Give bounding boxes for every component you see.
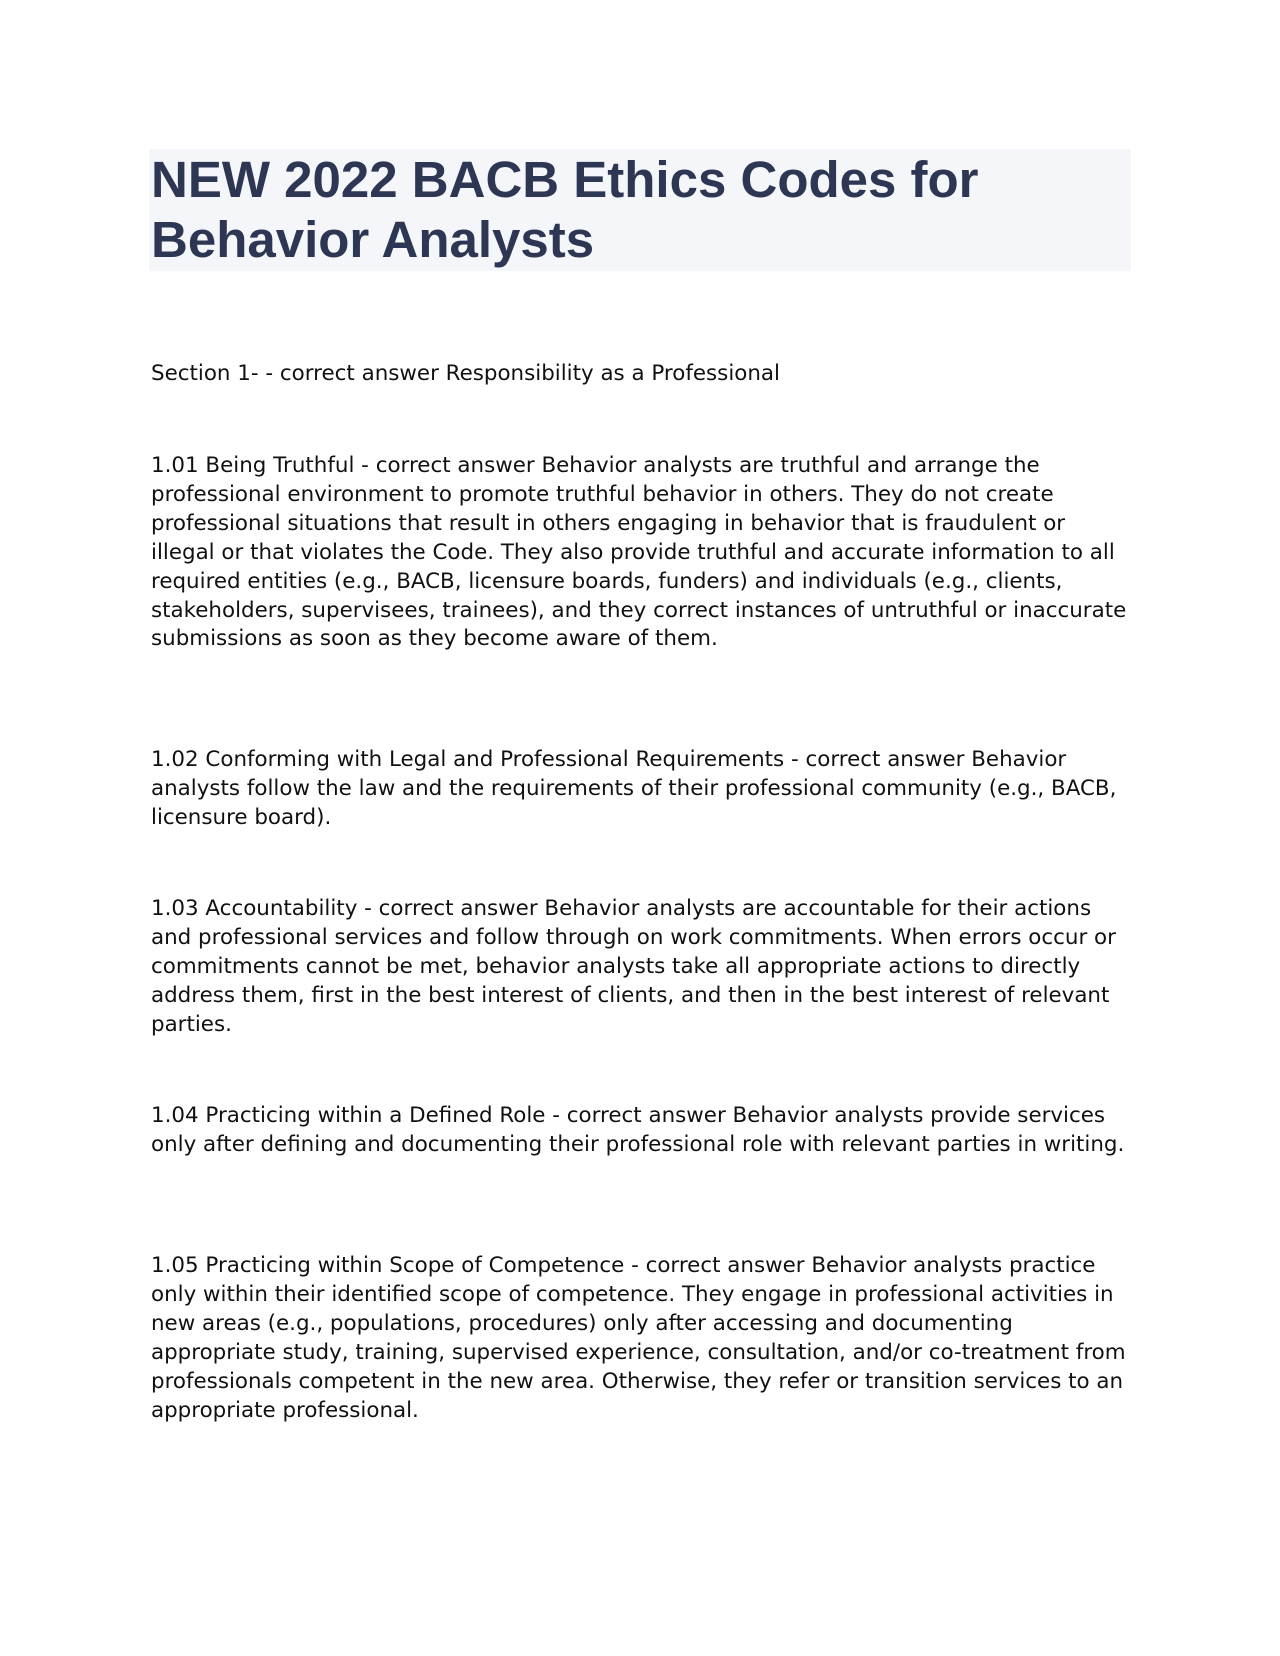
entry-1-01-being-truthful: 1.01 Being Truthful - correct answer Behavior analysts are truthful and arrange the professional environment to promote truthful behavior in others. They do not create professional situations that result in others engaging in behavior that is fraudulent or illegal or that violates the Code. They also provide truthful and accurate information to all required entities (e.g., BACB, licensure boards, funders) and individuals (e.g., clients, stakeholders, supervisees, trainees), and they correct instances of untruthful or inaccurate submissions as soon as they become aware of them. [151, 453, 1127, 652]
document-title: NEW 2022 BACB Ethics Codes for Behavior Analysts [151, 151, 979, 268]
entry-1-02-conforming-requirements: 1.02 Conforming with Legal and Professional Requirements - correct answer Behavior analysts follow the law and the requirements of their professional community (e.g., BACB, licensure board). [151, 747, 1117, 830]
entry-1-05-scope-of-competence: 1.05 Practicing within Scope of Competence - correct answer Behavior analysts practice only within their identified scope of competence. They engage in professional activities in new areas (e.g., populations, procedures) only after accessing and documenting appropriate study, training, supervised experience, consultation, and/or co-treatment from professionals competent in the new area. Otherwise, they refer or transition services to an appropriate professional. [151, 1253, 1126, 1423]
entry-1-03-accountability: 1.03 Accountability - correct answer Behavior analysts are accountable for their actions and professional services and follow through on work commitments. When errors occur or commitments cannot be met, behavior analysts take all appropriate actions to directly address them, first in the best interest of clients, and then in the best interest of relevant parties. [151, 896, 1116, 1037]
entry-1-04-defined-role: 1.04 Practicing within a Defined Role - correct answer Behavior analysts provide services only after defining and documenting their professional role with relevant parties in writing. [151, 1103, 1125, 1157]
section-heading: Section 1- - correct answer Responsibility as a Professional [151, 361, 780, 386]
